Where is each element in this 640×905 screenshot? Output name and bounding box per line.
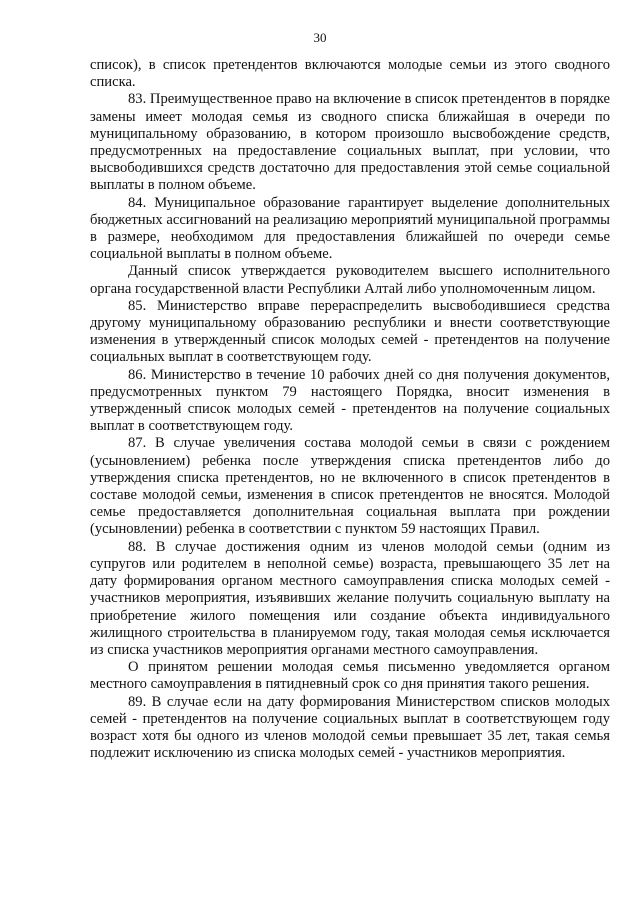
- paragraph-84-list-approval: Данный список утверждается руководителем высшего исполнительного органа государственной власти Республики Алтай либо уполномоченным лицом.: [90, 263, 610, 297]
- paragraph-88: 88. В случае достижения одним из членов молодой семьи (одним из супругов или родителем в неполной семье) возраста, превышающего 35 лет на дату формирования органом местного самоуправления списка молодых семей - участников мероприятия, изъявивших желание получить социальную выплату на приобретение жилого помещения или создание объекта индивидуального жилищного строительства в планируемом году, такая молодая семья исключается из списка участников мероприятия органами местного самоуправления.: [90, 538, 610, 658]
- document-body: [90, 57, 610, 762]
- paragraph-85: 85. Министерство вправе перераспределить высвободившиеся средства другому муниципальному образованию республики и внести соответствующие изменения в утвержденный список молодых семей - претендентов на получение социальных выплат в соответствующем году.: [90, 297, 610, 366]
- paragraph-89: 89. В случае если на дату формирования Министерством списков молодых семей - претендентов на получение социальных выплат в соответствующем году возраст хотя бы одного из членов молодой семьи превышает 35 лет, такая семья подлежит исключению из списка молодых семей - участников мероприятия.: [90, 693, 610, 762]
- paragraph-88-notification: О принятом решении молодая семья письменно уведомляется органом местного самоуправления в пятидневный срок со дня принятия такого решения.: [90, 659, 610, 693]
- paragraph-86: 86. Министерство в течение 10 рабочих дней со дня получения документов, предусмотренных пунктом 79 настоящего Порядка, вносит изменения в утвержденный список молодых семей - претендентов на получение социальных выплат в соответствующем году.: [90, 366, 610, 435]
- paragraph-84: 84. Муниципальное образование гарантирует выделение дополнительных бюджетных ассигнований на реализацию мероприятий муниципальной программы в размере, необходимом для предоставления ближайшей по очереди семье социальной выплаты в полном объеме.: [90, 194, 610, 263]
- paragraph-87: 87. В случае увеличения состава молодой семьи в связи с рождением (усыновлением) ребенка после утверждения списка претендентов либо до утверждения списка претендентов, но не включенного в список претендентов в составе молодой семьи, изменения в список претендентов не вносятся. Молодой семье предоставляется дополнительная социальная выплата при рождении (усыновлении) ребенка в соответствии с пунктом 59 настоящих Правил.: [90, 435, 610, 538]
- paragraph-continuation: список), в список претендентов включаются молодые семьи из этого сводного списка.: [90, 57, 610, 91]
- page-number: 30: [313, 30, 327, 45]
- paragraph-83: 83. Преимущественное право на включение в список претендентов в порядке замены имеет молодая семья из сводного списка ближайшая в очереди по муниципальному образованию, в котором произошло высвобождение средств, предусмотренных на предоставление социальных выплат, при условии, что высвободившихся средств достаточно для предоставления этой семье социальной выплаты в полном объеме.: [90, 91, 610, 194]
